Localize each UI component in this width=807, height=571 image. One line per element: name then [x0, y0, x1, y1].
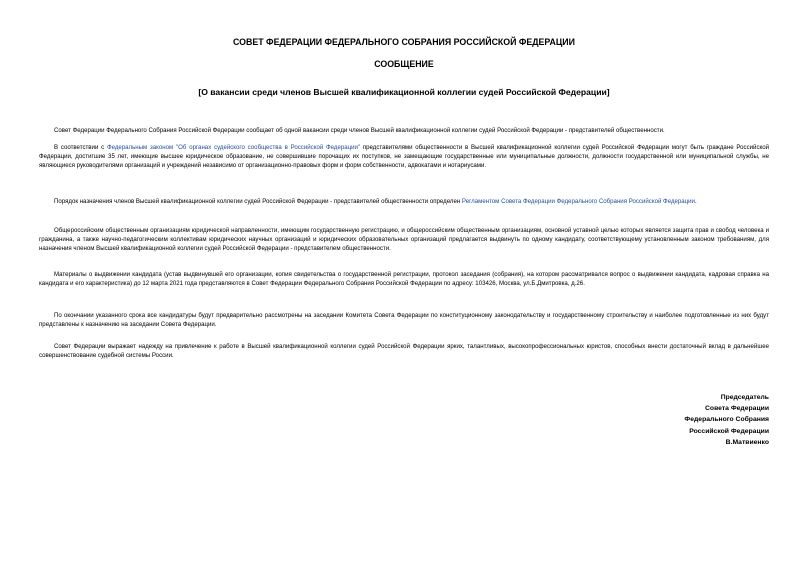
paragraph-procedure	[39, 197, 769, 206]
paragraph-hope: Совет Федерации выражает надежду на привлечение к работе в Высшей квалификационной коллегии судей Российской Федерации ярких, талантливых, высокопрофессиональных юристов, способных внести достаточный вклад в дальнейшее совершенствование судебной системы России.	[39, 343, 769, 360]
paragraph-nomination: Общероссийским общественным организациям юридической направленности, имеющим государственную регистрацию, и общероссийским общественным организациям, основной уставной целью которых является защита прав и свобод человека и гражданина, а также научно-педагогическим коллективам юридических научных организаций и юридических образовательных организаций предлагается выдвинуть по одному кандидату, соответствующему установленным законом требованиям, для назначения членом Высшей квалификационной коллегии судей Российской Федерации - представителем общественности.	[39, 227, 769, 253]
document-type-heading: СООБЩЕНИЕ	[374, 59, 434, 69]
paragraph-vacancy: Совет Федерации Федерального Собрания Российской Федерации сообщает об одной вакансии среди членов Высшей квалификационной коллегии судей Российской Федерации - представителей общественности.	[54, 127, 665, 134]
regulation-link[interactable]: Регламентом Совета Федерации Федерального Собрания Российской Федерации	[461, 198, 695, 205]
paragraph-materials: Материалы о выдвижении кандидата (устав выдвинувшей его организации, копия свидетельства о государственной регистрации, протокол заседания (собрания), на котором рассматривался вопрос о выдвижении кандидата, кадровая справка на кандидата и его характеристика) до 12 марта 2021 года представляются в Совет Федерации Федерального Собрания Российской Федерации по адресу: 103426, Москва, ул.Б.Дмитровка, д.26.	[39, 271, 769, 288]
federal-law-link[interactable]: Федеральным законом "Об органах судейского сообщества в Российской Федерации"	[106, 144, 361, 151]
signature-block	[684, 392, 769, 448]
signature-title: Российской Федерации	[689, 427, 769, 435]
paragraph-text: .	[694, 198, 697, 205]
paragraph-requirements	[39, 143, 769, 171]
paragraph-text: представителями общественности в Высшей квалификационной коллегии судей Российской Федерации могут быть граждане Российской Федерации, достигшие 35 лет, имеющие высшее юридическое образование, не совершившие порочащих их поступков, не замещающие государственные или муниципальные должности, должности государственной или муниципальной службы, не являющиеся руководителями организаций и учреждений независимо от организационно-правовых форм и форм собственности, адвокатами и нотариусами.	[39, 144, 770, 170]
signature-title: Федерального Собрания	[684, 416, 769, 424]
paragraph-review: По окончании указанного срока все кандидатуры будут предварительно рассмотрены на заседании Комитета Совета Федерации по конституционному законодательству и государственному строительству и наиболее подготовленные из них будут представлены к назначению на заседании Совета Федерации.	[39, 312, 769, 329]
signature-title: Совета Федерации	[705, 405, 769, 413]
paragraph-text: Порядок назначения членов Высшей квалификационной коллегии судей Российской Федерации - представителей общественности определен	[54, 198, 462, 205]
document-subject-heading: [О вакансии среди членов Высшей квалификационной коллегии судей Российской Федерации]	[198, 87, 610, 97]
signature-name: В.Матвиенко	[725, 438, 769, 446]
organization-heading: СОВЕТ ФЕДЕРАЦИИ ФЕДЕРАЛЬНОГО СОБРАНИЯ РОССИЙСКОЙ ФЕДЕРАЦИИ	[233, 37, 575, 47]
paragraph-text: В соответствии с	[54, 144, 107, 151]
signature-title: Председатель	[720, 394, 769, 401]
